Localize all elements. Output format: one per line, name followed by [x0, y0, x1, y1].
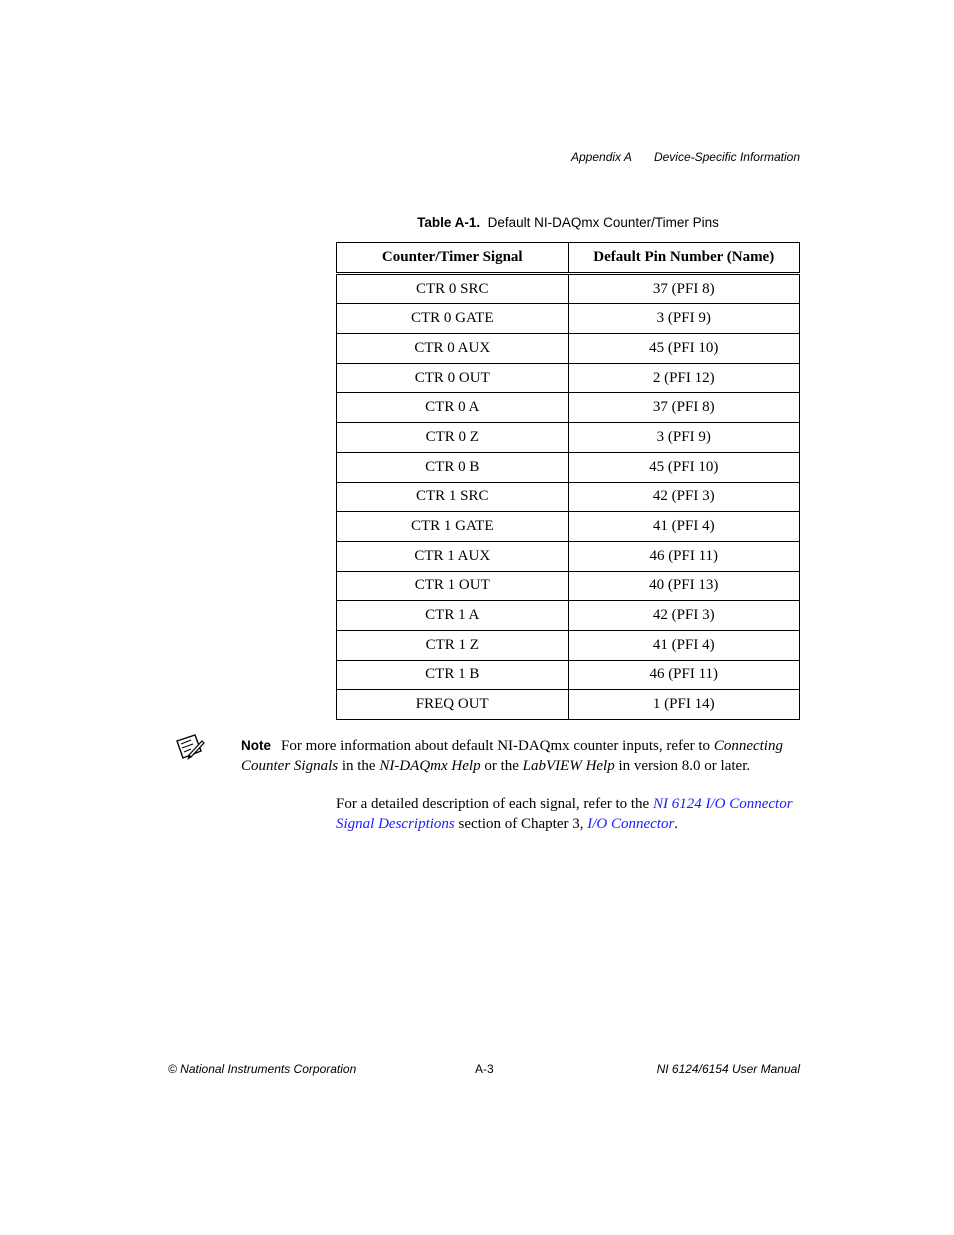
cell-signal: CTR 0 B	[337, 452, 569, 482]
footer-copyright: © National Instruments Corporation	[168, 1062, 357, 1076]
counter-timer-pins-table	[336, 242, 800, 720]
running-header	[500, 150, 800, 164]
table-row	[337, 660, 800, 690]
table-row	[337, 482, 800, 512]
para-text-1: For a detailed description of each signal, refer to the	[336, 796, 653, 812]
table-row	[337, 423, 800, 453]
note-label: Note	[241, 738, 271, 753]
cell-pin: 42 (PFI 3)	[568, 601, 800, 631]
cell-pin: 41 (PFI 4)	[568, 512, 800, 542]
note-ref-connecting-counter-signals: Connecting Counter Signals	[241, 738, 783, 774]
table-row	[337, 512, 800, 542]
link-connector-signal-descriptions[interactable]: NI 6124 I/O Connector Signal Descriptions	[336, 796, 793, 832]
cell-pin: 2 (PFI 12)	[568, 363, 800, 393]
column-header-pin: Default Pin Number (Name)	[568, 243, 800, 274]
table-row	[337, 452, 800, 482]
note-text-3: or the	[480, 757, 523, 774]
footer-page-number: A-3	[475, 1062, 494, 1076]
cell-pin: 40 (PFI 13)	[568, 571, 800, 601]
para-text-3: .	[674, 815, 679, 832]
note-text-1: For more information about default NI-DAQmx counter inputs, refer to	[281, 738, 714, 754]
cell-signal: CTR 1 GATE	[337, 512, 569, 542]
note-pencil-icon	[175, 733, 205, 761]
table-caption-label: Table A-1.	[417, 215, 481, 230]
cell-pin: 45 (PFI 10)	[568, 452, 800, 482]
cell-pin: 37 (PFI 8)	[568, 273, 800, 304]
cell-pin: 37 (PFI 8)	[568, 393, 800, 423]
cell-signal: CTR 1 A	[337, 601, 569, 631]
table-row	[337, 334, 800, 364]
note-ref-daqmx-help: NI-DAQmx Help	[379, 757, 481, 774]
table-row	[337, 571, 800, 601]
table-row	[337, 630, 800, 660]
cell-signal: CTR 1 OUT	[337, 571, 569, 601]
table-row	[337, 393, 800, 423]
note-ref-labview-help: LabVIEW Help	[522, 757, 615, 774]
cell-signal: CTR 0 A	[337, 393, 569, 423]
cell-pin: 41 (PFI 4)	[568, 630, 800, 660]
cell-pin: 1 (PFI 14)	[568, 690, 800, 720]
table-header-row	[337, 243, 800, 274]
header-appendix: Appendix A	[571, 150, 632, 164]
table-caption-text: Default NI-DAQmx Counter/Timer Pins	[487, 215, 719, 230]
cell-signal: CTR 0 AUX	[337, 334, 569, 364]
note-text	[241, 736, 801, 776]
note-text-4: in version 8.0 or later.	[614, 757, 751, 774]
table-row	[337, 541, 800, 571]
footer-manual-title: NI 6124/6154 User Manual	[656, 1062, 800, 1076]
table-row	[337, 304, 800, 334]
cell-pin: 46 (PFI 11)	[568, 660, 800, 690]
table-row	[337, 273, 800, 304]
column-header-signal: Counter/Timer Signal	[337, 243, 569, 274]
cell-pin: 46 (PFI 11)	[568, 541, 800, 571]
para-text-2: section of Chapter 3,	[454, 815, 588, 832]
cell-pin: 3 (PFI 9)	[568, 304, 800, 334]
table-row	[337, 690, 800, 720]
table-row	[337, 363, 800, 393]
cell-signal: FREQ OUT	[337, 690, 569, 720]
table-caption	[336, 215, 800, 230]
note-text-2: in the	[338, 757, 380, 774]
cell-signal: CTR 1 B	[337, 660, 569, 690]
cell-signal: CTR 1 AUX	[337, 541, 569, 571]
cell-signal: CTR 1 Z	[337, 630, 569, 660]
cell-pin: 3 (PFI 9)	[568, 423, 800, 453]
table-row	[337, 601, 800, 631]
link-io-connector[interactable]: I/O Connector	[587, 815, 675, 832]
header-section: Device-Specific Information	[653, 150, 800, 164]
cell-signal: CTR 0 SRC	[337, 273, 569, 304]
table-body	[337, 273, 800, 719]
cell-pin: 45 (PFI 10)	[568, 334, 800, 364]
cell-pin: 42 (PFI 3)	[568, 482, 800, 512]
cell-signal: CTR 0 OUT	[337, 363, 569, 393]
signal-description-paragraph	[336, 795, 806, 834]
cell-signal: CTR 1 SRC	[337, 482, 569, 512]
cell-signal: CTR 0 Z	[337, 423, 569, 453]
cell-signal: CTR 0 GATE	[337, 304, 569, 334]
